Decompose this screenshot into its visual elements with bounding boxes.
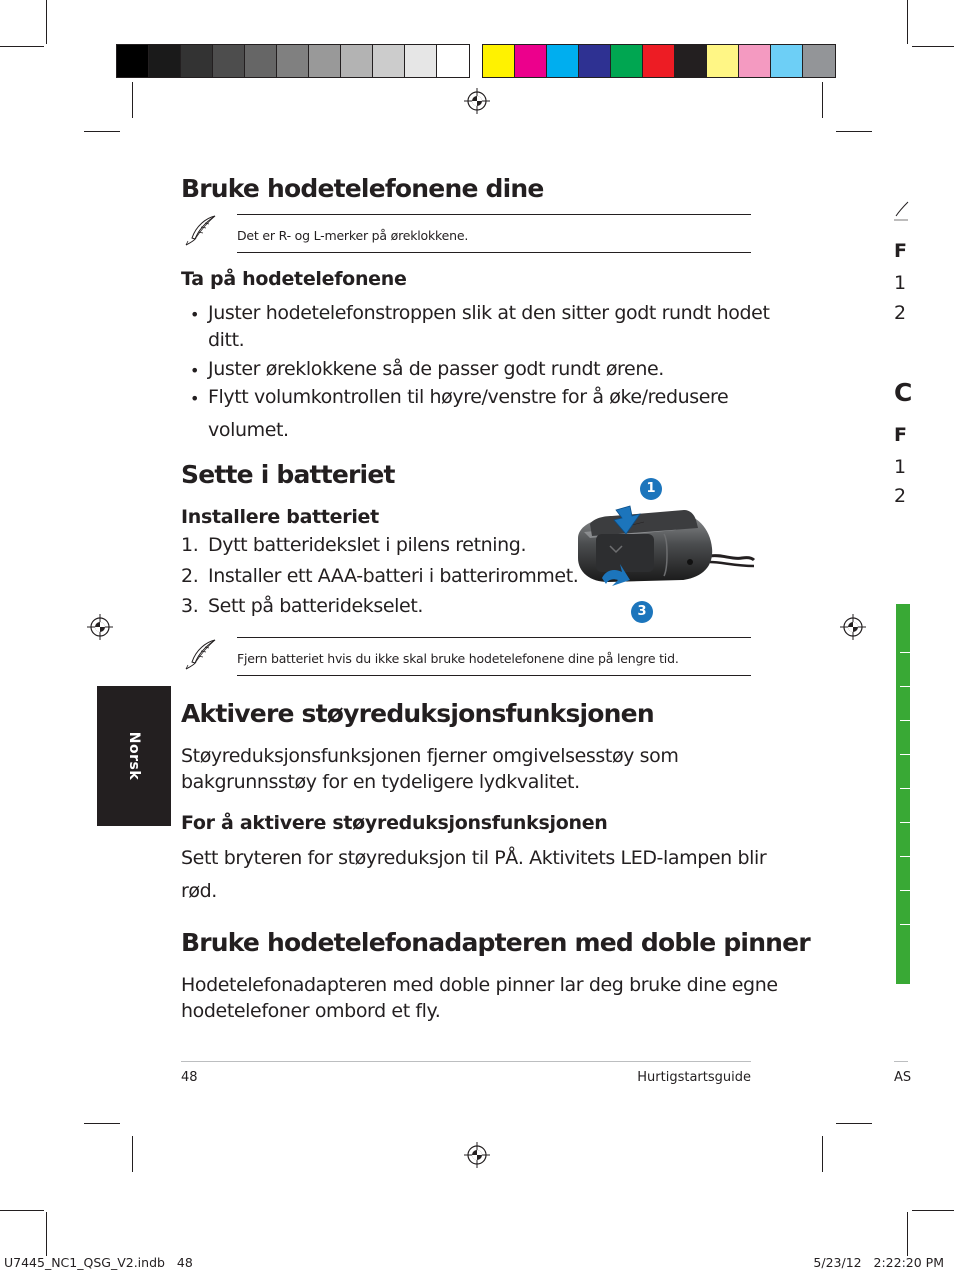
guide-name: Hurtigstartsguide bbox=[637, 1070, 751, 1085]
step-text: Installer ett AAA-batteri i batterirommet. bbox=[208, 565, 579, 587]
subtitle-wear-headphones: Ta på hodetelefonene bbox=[181, 268, 407, 290]
bullet-text-volume: Flytt volumkontrollen til høyre/venstre for å øke/redusere bbox=[208, 386, 729, 408]
step-text: Dytt batteridekslet i pilens retning. bbox=[208, 534, 527, 556]
adapter-description-cont: hodetelefoner ombord et fly. bbox=[181, 1000, 441, 1022]
bullet-text-adjust-band: Juster hodetelefonstroppen slik at den sitter godt rundt hodet bbox=[208, 302, 770, 324]
step-badge-3: 3 bbox=[631, 601, 653, 623]
battery-cover-illustration bbox=[572, 476, 754, 626]
adapter-description: Hodetelefonadapteren med doble pinner lar deg bruke dine egne bbox=[181, 974, 778, 996]
note-rule-bottom bbox=[237, 675, 751, 676]
crop-mark bbox=[836, 131, 872, 132]
color-swatch bbox=[643, 45, 675, 77]
bullet: • bbox=[190, 361, 200, 380]
step-badge-1: 1 bbox=[640, 478, 662, 500]
section-title-noise-cancel: Aktivere støyreduksjonsfunksjonen bbox=[181, 699, 654, 728]
bullet-text-volume-cont: volumet. bbox=[208, 419, 289, 441]
noise-cancel-description: Støyreduksjonsfunksjonen fjerner omgivelsesstøy som bbox=[181, 745, 679, 767]
color-swatch bbox=[373, 45, 405, 77]
feather-note-icon bbox=[184, 214, 218, 248]
color-swatch bbox=[547, 45, 579, 77]
step-text: Sett på batteridekselet. bbox=[208, 595, 424, 617]
color-swatch bbox=[405, 45, 437, 77]
page-number: 48 bbox=[181, 1070, 198, 1085]
right-page-green-tab bbox=[896, 604, 910, 984]
crop-mark bbox=[907, 0, 908, 44]
registration-mark-icon bbox=[840, 614, 866, 640]
right-page-fragment: 1 bbox=[894, 272, 907, 294]
crop-mark bbox=[132, 1136, 133, 1172]
section-title-battery: Sette i batteriet bbox=[181, 460, 395, 489]
noise-cancel-instruction: Sett bryteren for støyreduksjon til PÅ. Aktivitets LED-lampen blir bbox=[181, 847, 767, 869]
registration-mark-icon bbox=[87, 614, 113, 640]
right-page-fragment: F bbox=[894, 240, 907, 262]
crop-mark bbox=[822, 82, 823, 118]
grayscale-color-bar bbox=[116, 44, 470, 78]
crop-mark bbox=[84, 131, 120, 132]
step-number: 3. bbox=[181, 595, 199, 617]
slug-filename: U7445_NC1_QSG_V2.indb 48 bbox=[4, 1255, 193, 1270]
color-swatch bbox=[117, 45, 149, 77]
color-swatch bbox=[707, 45, 739, 77]
step-number: 1. bbox=[181, 534, 199, 556]
crop-mark bbox=[907, 1212, 908, 1256]
color-swatch bbox=[341, 45, 373, 77]
right-page-footer-fragment: AS bbox=[894, 1070, 912, 1085]
section-title-headphones: Bruke hodetelefonene dine bbox=[181, 174, 544, 203]
note-rule-top bbox=[237, 637, 751, 638]
color-swatch bbox=[675, 45, 707, 77]
right-page-fragment: F bbox=[894, 424, 907, 446]
right-page-fragment: 2 bbox=[894, 485, 907, 507]
subtitle-install-battery: Installere batteriet bbox=[181, 506, 379, 528]
color-swatch bbox=[277, 45, 309, 77]
feather-note-icon-fragment bbox=[894, 200, 908, 222]
crop-mark bbox=[822, 1136, 823, 1172]
color-swatch bbox=[515, 45, 547, 77]
slug-datetime: 5/23/12 2:22:20 PM bbox=[813, 1255, 944, 1270]
color-swatch bbox=[803, 45, 835, 77]
feather-note-icon bbox=[184, 638, 218, 672]
step-number: 2. bbox=[181, 565, 199, 587]
language-label: Norsk bbox=[126, 731, 142, 781]
crop-mark bbox=[46, 1212, 47, 1256]
crop-mark bbox=[836, 1123, 872, 1124]
color-swatch bbox=[245, 45, 277, 77]
color-swatch bbox=[739, 45, 771, 77]
note-rule-bottom bbox=[237, 252, 751, 253]
color-swatch bbox=[149, 45, 181, 77]
note-text-remove-battery: Fjern batteriet hvis du ikke skal bruke hodetelefonene dine på lengre tid. bbox=[237, 651, 679, 666]
right-page-fragment: 1 bbox=[894, 456, 907, 478]
right-page-fragment: 2 bbox=[894, 302, 907, 324]
footer-rule bbox=[181, 1061, 751, 1062]
language-side-tab bbox=[97, 686, 171, 826]
crop-mark bbox=[46, 0, 47, 44]
bullet: • bbox=[190, 389, 200, 408]
crop-mark bbox=[0, 46, 44, 47]
crop-mark bbox=[84, 1123, 120, 1124]
registration-mark-icon bbox=[464, 1142, 490, 1168]
subtitle-activate-noise-cancel: For å aktivere støyreduksjonsfunksjonen bbox=[181, 812, 608, 834]
bullet: • bbox=[190, 305, 200, 324]
color-swatch bbox=[437, 45, 469, 77]
color-swatch bbox=[309, 45, 341, 77]
footer-rule-right bbox=[894, 1061, 908, 1062]
color-swatch bbox=[771, 45, 803, 77]
section-title-adapter: Bruke hodetelefonadapteren med doble pinner bbox=[181, 928, 810, 957]
note-rule-top bbox=[237, 214, 751, 215]
noise-cancel-description-cont: bakgrunnsstøy for en tydeligere lydkvalitet. bbox=[181, 771, 580, 793]
process-color-bar bbox=[482, 44, 836, 78]
bullet-text-adjust-earcups: Juster øreklokkene så de passer godt rundt ørene. bbox=[208, 358, 664, 380]
color-swatch bbox=[611, 45, 643, 77]
crop-mark bbox=[0, 1210, 44, 1211]
crop-mark bbox=[912, 1210, 954, 1211]
noise-cancel-instruction-cont: rød. bbox=[181, 880, 217, 902]
crop-mark bbox=[912, 46, 954, 47]
bullet-text-adjust-band-cont: ditt. bbox=[208, 329, 245, 351]
registration-mark-icon bbox=[464, 88, 490, 114]
color-swatch bbox=[181, 45, 213, 77]
right-page-fragment: C bbox=[894, 378, 913, 407]
note-text-rl-markings: Det er R- og L-merker på øreklokkene. bbox=[237, 228, 469, 243]
crop-mark bbox=[132, 82, 133, 118]
color-swatch bbox=[579, 45, 611, 77]
color-swatch bbox=[213, 45, 245, 77]
color-swatch bbox=[483, 45, 515, 77]
